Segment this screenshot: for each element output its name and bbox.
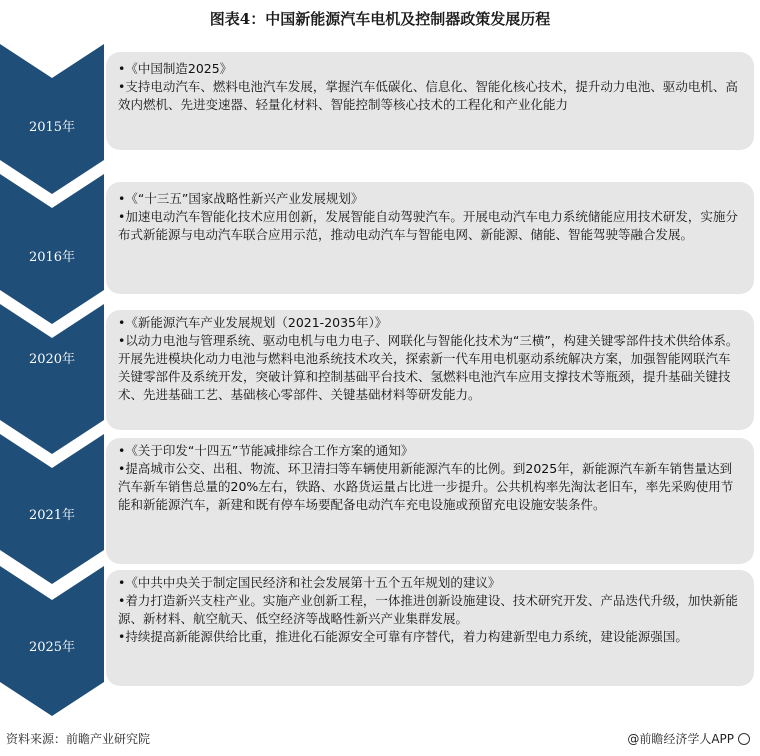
- policy-title: •《“十三五”国家战略性新兴产业发展规划》: [118, 191, 364, 206]
- brand-text: @前瞻经济学人APP: [627, 732, 734, 746]
- policy-point: •支持电动汽车、燃料电池汽车发展，掌握汽车低碳化、信息化、智能化核心技术，提升动力电池、驱动电机、高效内燃机、先进变速器、轻量化材料、智能控制等核心技术的工程化和产业化能力: [118, 79, 738, 112]
- year-chevron: [0, 304, 104, 454]
- policy-title: •《新能源汽车产业发展规划（2021-2035年）》: [118, 315, 388, 330]
- source-note: 资料来源：前瞻产业研究院: [6, 732, 151, 746]
- policy-point: •加速电动汽车智能化技术应用创新，发展智能自动驾驶汽车。开展电动汽车电力系统储能应用技术研发，实施分布式新能源与电动汽车联合应用示范，推动电动汽车与智能电网、新能源、储能、智能驾驶等融合发展。: [118, 209, 738, 242]
- policy-title: •《中国制造2025》: [118, 61, 233, 76]
- policy-point: •以动力电池与管理系统、驱动电机与电力电子、网联化与智能化技术为“三横”，构建关键零部件技术供给体系。开展先进模块化动力电池与燃料电池系统技术攻关，探索新一代车用电机驱动系统解决方案，加强智能网联汽车关键零部件及系统开发，突破计算和控制基础平台技术、氢燃料电池汽车应用支撑技术等瓶颈，提升基础关键技术、先进基础工艺、基础核心零部件、关键基础材料等研发能力。: [118, 333, 739, 402]
- year-label: 2025年: [28, 640, 76, 655]
- year-label: 2015年: [28, 120, 76, 135]
- policy-point: •持续提高新能源供给比重，推进化石能源安全可靠有序替代，着力构建新型电力系统，建设能源强国。: [118, 629, 688, 644]
- policy-point: •提高城市公交、出租、物流、环卫清扫等车辆使用新能源汽车的比例。到2025年，新能源汽车新车销售量达到汽车新车销售总量的20%左右，铁路、水路货运量占比进一步提升。公共机构率先淘汰老旧车，率先采购使用节能和新能源汽车，新建和既有停车场要配备电动汽车充电设施或预留充电设施安装条件。: [118, 461, 734, 512]
- chart-title: 图表4：中国新能源汽车电机及控制器政策发展历程: [209, 10, 551, 28]
- policy-panel: [106, 52, 754, 150]
- brand-credit: [627, 730, 750, 747]
- policy-point: •着力打造新兴支柱产业。实施产业创新工程，一体推进创新设施建设、技术研究开发、产品迭代升级，加快新能源、新材料、航空航天、低空经济等战略性新兴产业集群发展。: [118, 593, 738, 626]
- year-label: 2016年: [28, 250, 76, 265]
- policy-title: •《关于印发“十四五”节能减排综合工作方案的通知》: [118, 443, 414, 458]
- policy-panel: [106, 310, 754, 430]
- year-label: 2021年: [28, 508, 76, 523]
- policy-title: •《中共中央关于制定国民经济和社会发展第十五个五年规划的建议》: [118, 575, 501, 590]
- brand-logo-icon: [738, 733, 750, 745]
- policy-panel: [106, 438, 754, 564]
- policy-panel: [106, 570, 754, 686]
- year-label: 2020年: [28, 352, 76, 367]
- policy-panel: [106, 182, 754, 294]
